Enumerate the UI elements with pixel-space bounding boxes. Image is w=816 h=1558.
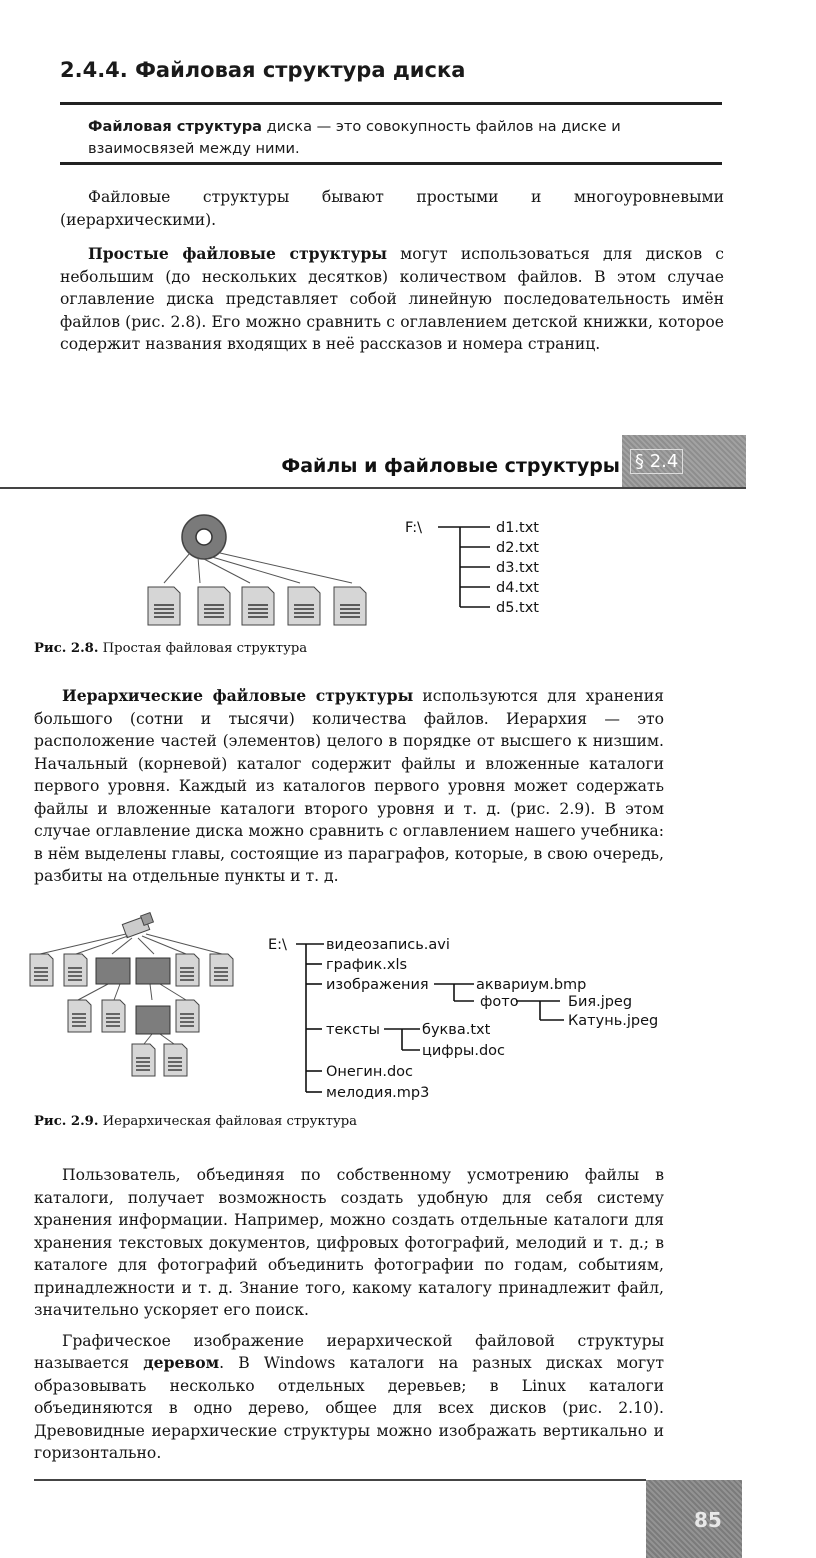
definition-box <box>88 116 724 160</box>
figure-2-9-text: Иерархическая файловая структура <box>98 1114 358 1129</box>
section-badge <box>622 435 746 487</box>
folder-icon <box>136 1006 170 1034</box>
figure-2-9-number: Рис. 2.9. <box>34 1114 99 1129</box>
document-icon <box>176 954 199 986</box>
folder-icon <box>136 958 170 984</box>
paragraph-simple-text: могут использоваться для дисков с небольшим (до нескольких десятков) количеством файлов. В этом случае оглавление диска представляет собой линейную последовательность имён файлов (рис. 2.8). Его можно сравнить с оглавлением детской книжки, которое содержит названия входящих в неё рассказов и номера страниц. <box>60 245 724 353</box>
document-icon <box>164 1044 187 1076</box>
definition-text: диска — это совокупность файлов на диске и взаимосвязей между ними. <box>88 118 621 157</box>
paragraph-tree-a: Графическое изображение иерархической файловой структуры называется <box>34 1331 664 1372</box>
document-icon <box>132 1044 155 1076</box>
document-icon <box>64 954 87 986</box>
tree-folder-texts: тексты <box>326 1022 380 1038</box>
definition-top-rule <box>60 102 722 105</box>
intro-text <box>60 186 724 356</box>
paragraph-hierarchical-bold: Иерархические файловые структуры <box>62 686 414 705</box>
tree-file-cifry: цифры.doc <box>422 1043 505 1059</box>
tree-file-grafik: график.xls <box>326 957 408 973</box>
paragraph-simple-bold: Простые файловые структуры <box>88 244 388 263</box>
page-number: 85 <box>694 1508 722 1532</box>
document-icon <box>102 1000 125 1032</box>
paragraph-tree <box>34 1330 664 1465</box>
tree-root-e: E:\ <box>268 937 287 953</box>
tree-folder-photo: фото <box>480 994 519 1010</box>
running-header <box>0 435 816 491</box>
paragraph-hierarchical-text: используются для хранения большого (сотни и тысячи) количества файлов. Иерархия — это расположение частей (элементов) целого в порядке от высшего к низшим. Начальный (корневой) каталог содержит файлы и вложенные каталоги первого уровня. Каждый из каталогов первого уровня может содержать файлы и вложенные каталоги второго уровня и т. д. (рис. 2.9). В этом случае оглавление диска можно сравнить с оглавлением нашего учебника: в нём выделены главы, состоящие из параграфов, которые, в свою очередь, разбиты на отдельные пункты и т. д. <box>34 687 664 885</box>
page-number-box <box>646 1480 742 1558</box>
document-icon <box>176 1000 199 1032</box>
paragraph-types: Файловые структуры бывают простыми и многоуровневыми (иерархическими). <box>60 188 724 229</box>
tree-file-katun: Катунь.jpeg <box>568 1013 659 1029</box>
definition-term: Файловая структура <box>88 118 263 135</box>
section-title: 2.4.4. Файловая структура диска <box>60 58 466 82</box>
tree-file-video: видеозапись.avi <box>326 937 450 953</box>
figure-2-8-number: Рис. 2.8. <box>34 641 99 656</box>
tree-file-melody: мелодия.mp3 <box>326 1085 430 1101</box>
running-header-rule <box>0 487 746 489</box>
figure-simple-structure <box>130 505 590 635</box>
document-icon <box>198 587 230 625</box>
usb-drive-icon <box>122 913 153 938</box>
figure-2-8-text: Простая файловая структура <box>98 641 308 656</box>
tree-file: d5.txt <box>496 600 539 616</box>
tree-file-biya: Бия.jpeg <box>568 994 633 1010</box>
definition-bottom-rule <box>60 162 722 165</box>
bottom-text <box>34 1164 664 1465</box>
tree-file: d3.txt <box>496 560 539 576</box>
paragraph-user: Пользователь, объединяя по собственному усмотрению файлы в каталоги, получает возможность создать удобную для себя систему хранения информации. Например, можно создать отдельные каталоги для хранения текстовых документов, цифровых фотографий, мелодий и т. д.; в каталоге для фотографий объединить фотографии по годам, событиям, принадлежности и т. д. Знание того, какому каталогу принадлежит файл, значительно ускоряет его поиск. <box>34 1166 664 1319</box>
section-badge-label: § 2.4 <box>630 449 683 474</box>
tree-folder-images: изображения <box>326 977 429 993</box>
document-icon <box>148 587 180 625</box>
paragraph-simple <box>60 243 724 356</box>
tree-file: d2.txt <box>496 540 539 556</box>
document-icon <box>30 954 53 986</box>
document-icon <box>210 954 233 986</box>
document-icon <box>242 587 274 625</box>
paragraph-tree-b: . В Windows каталоги на разных дисках могут образовывать несколько отдельных деревьев; в Linux каталоги объединяются в одно дерево, общее для всех дисков (рис. 2.10). Древовидные иерархические структуры можно изображать вертикально и горизонтально. <box>34 1354 664 1462</box>
tree-file: d4.txt <box>496 580 539 596</box>
tree-file-bukva: буква.txt <box>422 1022 491 1038</box>
figure-hierarchical-structure <box>26 912 676 1102</box>
paragraph-hierarchical <box>34 685 664 888</box>
figure-2-9-caption <box>34 1114 357 1129</box>
document-icon <box>68 1000 91 1032</box>
tree-root-f: F:\ <box>405 520 422 536</box>
document-icon <box>288 587 320 625</box>
footer-rule <box>34 1479 646 1481</box>
running-header-title: Файлы и файловые структуры <box>281 455 620 477</box>
figure-2-8-caption <box>34 641 307 656</box>
tree-file-aquarium: аквариум.bmp <box>476 977 587 993</box>
tree-file-onegin: Онегин.doc <box>326 1064 413 1080</box>
hierarchy-text <box>34 685 664 888</box>
paragraph-tree-term: деревом <box>143 1353 220 1372</box>
folder-icon <box>96 958 130 984</box>
tree-file: d1.txt <box>496 520 539 536</box>
document-icon <box>334 587 366 625</box>
